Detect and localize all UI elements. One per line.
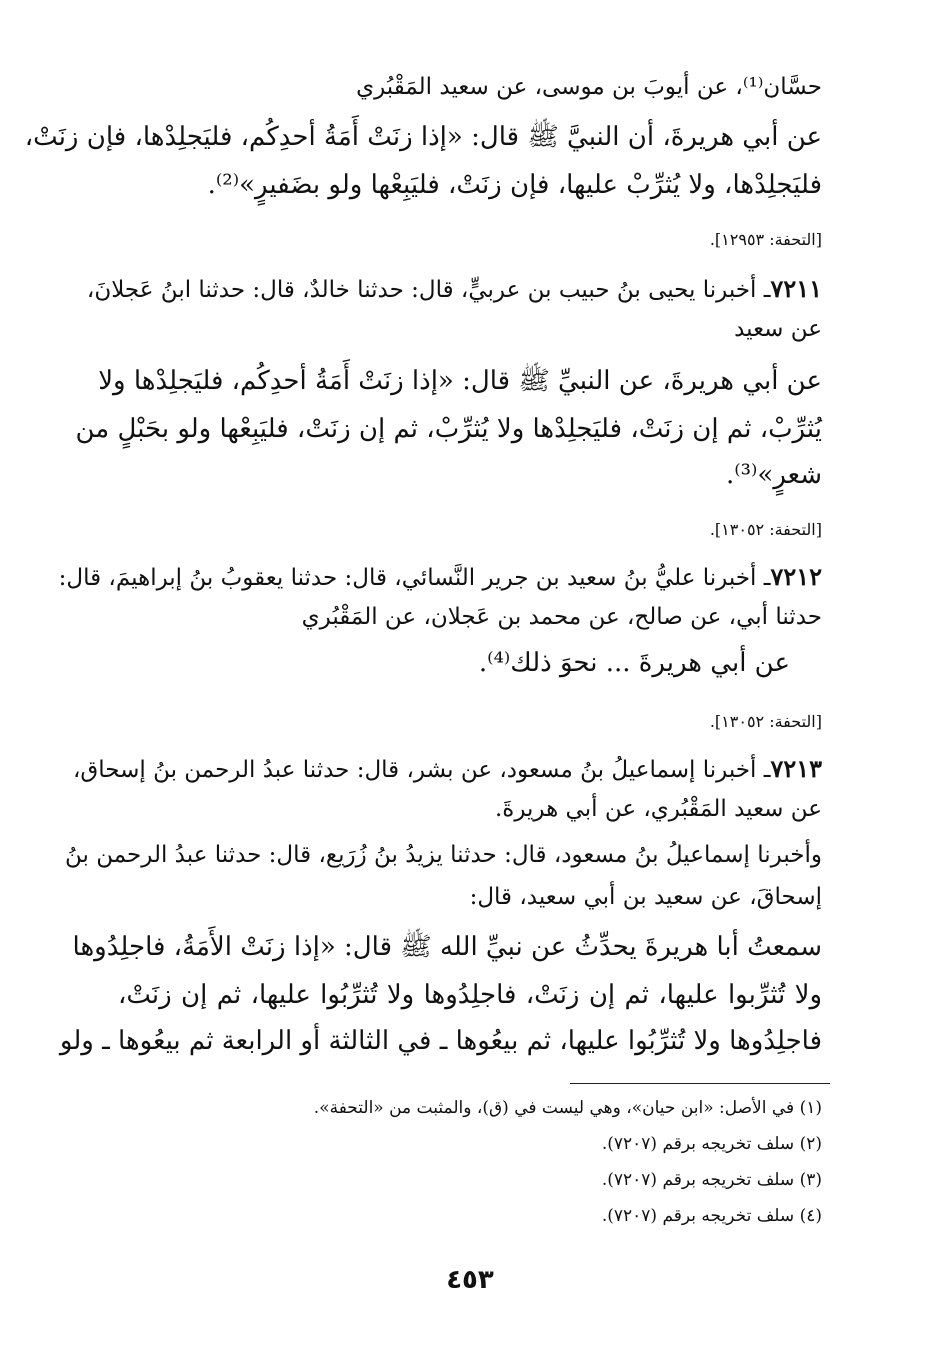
hadith-line: عن أبي هريرةَ، أن النبيَّ ﷺ قال: «إذا زنَتْ أَمَةُ أحدِكُم، فليَجلِدْها، فإن زنَتْ،	[24, 122, 822, 152]
hadith-line: شعرٍ»⁽³⁾.	[725, 460, 822, 490]
hadith-line: عن أبي هريرةَ ... نحوَ ذلك⁽⁴⁾.	[478, 648, 790, 678]
footnote: (٤) سلف تخريجه برقم (٧٢٠٧).	[601, 1206, 822, 1226]
hadith-number: ٧٢١٢	[770, 562, 822, 591]
page-number: ٤٥٣	[446, 1265, 494, 1295]
footnote: (٣) سلف تخريجه برقم (٧٢٠٧).	[601, 1170, 822, 1190]
hadith-line: سمعتُ أبا هريرةَ يحدِّثُ عن نبيِّ الله ﷺ قال: «إذا زنَتْ الأَمَةُ، فاجلِدُوها	[72, 932, 822, 962]
hadith-line: يُثرِّبْ، ثم إن زنَتْ، فليَجلِدْها ولا يُثرِّبْ، ثم إن زنَتْ، فليَبِعْها ولو بحَبْلٍ من	[75, 414, 822, 444]
tuhfa-reference: [التحفة: ١٢٩٥٣].	[709, 230, 822, 249]
text-line: إسحاقَ، عن سعيد بن أبي سعيد، قال:	[469, 884, 822, 910]
text-line: حسَّان⁽¹⁾، عن أيوبَ بن موسى، عن سعيد المَقْبُري	[356, 74, 822, 100]
hadith-number: ٧٢١١	[770, 274, 822, 303]
isnad-text: ـ أخبرنا عليُّ بنُ سعيد بن جرير النَّسائي، قال: حدثنا يعقوبُ بنُ إبراهيمَ، قال:	[58, 565, 771, 591]
text-line: عن سعيد المَقْبُري، عن أبي هريرةَ.	[494, 796, 822, 822]
hadith-line: ولا تُثرِّبوا عليها، ثم إن زنَتْ، فاجلِدُوها ولا تُثرِّبُوا عليها، ثم إن زنَتْ،	[118, 980, 822, 1010]
hadith-line: فليَجلِدْها، ولا يُثرِّبْ عليها، فإن زنَتْ، فليَبِعْها ولو بضَفيرٍ»⁽²⁾.	[207, 170, 822, 200]
footnote-divider	[570, 1083, 830, 1084]
hadith-heading-7212	[58, 562, 822, 591]
hadith-number: ٧٢١٣	[770, 754, 822, 783]
hadith-line: عن أبي هريرةَ، عن النبيِّ ﷺ قال: «إذا زنَتْ أَمَةُ أحدِكُم، فليَجلِدْها ولا	[98, 366, 822, 396]
isnad-text: ـ أخبرنا إسماعيلُ بنُ مسعود، عن بشر، قال: حدثنا عبدُ الرحمن بنُ إسحاق،	[72, 757, 771, 783]
footnote: (٢) سلف تخريجه برقم (٧٢٠٧).	[601, 1134, 822, 1154]
hadith-line: فاجلِدُوها ولا تُثرِّبُوا عليها، ثم بيعُوها ـ في الثالثة أو الرابعة ثم بيعُوها ـ ولو	[59, 1026, 822, 1056]
text-line: وأخبرنا إسماعيلُ بنُ مسعود، قال: حدثنا يزيدُ بنُ زُرَيع، قال: حدثنا عبدُ الرحمن بنُ	[65, 842, 822, 868]
text-line: عن سعيد	[734, 316, 822, 342]
footnote: (١) في الأصل: «ابن حيان»، وهي ليست في (ق)، والمثبت من «التحفة».	[313, 1098, 822, 1118]
tuhfa-reference: [التحفة: ١٣٠٥٢].	[709, 712, 822, 731]
isnad-text: ـ أخبرنا يحيى بنُ حبيب بن عربيٍّ، قال: حدثنا خالدٌ، قال: حدثنا ابنُ عَجلانَ،	[86, 277, 771, 303]
hadith-heading-7213	[72, 754, 822, 783]
text-line: حدثنا أبي، عن صالح، عن محمد بن عَجلان، عن المَقْبُري	[301, 604, 822, 630]
tuhfa-reference: [التحفة: ١٣٠٥٢].	[709, 520, 822, 539]
hadith-heading-7211	[86, 274, 822, 303]
